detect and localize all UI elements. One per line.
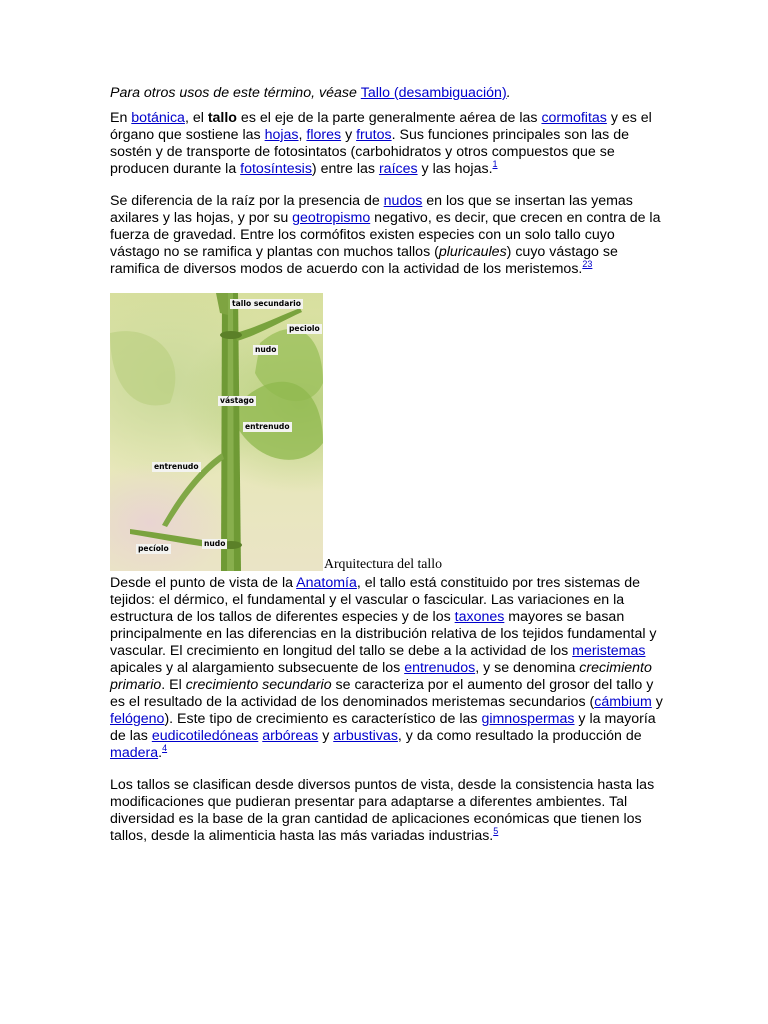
text: En — [110, 110, 132, 126]
term-tallo: tallo — [207, 110, 237, 126]
link-arboreas[interactable]: arbóreas — [262, 728, 319, 744]
text: y es el órgano que sostiene las — [110, 110, 652, 143]
label-entrenudo-left: entrenudo — [154, 462, 199, 471]
term-pluricaules: pluricaules — [438, 244, 507, 260]
text: mayores se basan principalmente en las diferencias en la distribución relativa de los tejidos fundamental y vascular. El crecimiento en longitud del tallo se debe a la actividad de los — [110, 609, 657, 659]
text: y — [651, 694, 663, 710]
link-fotosintesis[interactable]: fotosíntesis — [240, 161, 312, 177]
text: , el tallo está constituido por tres sistemas de tejidos: el dérmico, el fundamental y el vascular o fascicular. Las variaciones en la estructura de los tallos de diferentes especies y de los — [110, 575, 640, 625]
link-hojas[interactable]: hojas — [264, 127, 299, 143]
text: en los que se insertan las yemas axilares y las hojas, y por su — [110, 193, 633, 226]
link-eudicotiledoneas[interactable]: eudicotiledóneas — [151, 728, 259, 744]
link-arbustivas[interactable]: arbustivas — [333, 728, 398, 744]
link-flores[interactable]: flores — [306, 127, 342, 143]
text: Desde el punto de vista de la — [110, 575, 297, 591]
label-vastago: vástago — [220, 396, 255, 405]
text: , el — [184, 110, 208, 126]
stem-photo[interactable] — [110, 293, 323, 571]
text: negativo, es decir, que crecen en contra de la fuerza de gravedad. Entre los cormófitos existen especies con un solo tallo cuyo vástago no se ramifica y plantas con muchos tallos ( — [110, 210, 661, 260]
hatnote-text: Para otros usos de este término, véase — [110, 85, 361, 101]
stem-illustration — [110, 293, 323, 571]
figure-stem-architecture — [110, 293, 665, 571]
term-crecimiento-secundario: crecimiento secundario — [185, 677, 332, 693]
text: Los tallos se clasifican desde diversos puntos de vista, desde la consistencia hasta las modificaciones que pudieran presentar para adaptarse a diferentes ambientes. Tal diversidad es la base de la gran cantidad de aplicaciones económicas que tienen los tallos, desde la alimenticia hasta las más variadas industrias. — [110, 777, 655, 844]
link-madera[interactable]: madera — [110, 745, 159, 761]
link-geotropismo[interactable]: geotropismo — [292, 210, 371, 226]
label-tallo-secundario: tallo secundario — [232, 299, 301, 308]
term-crecimiento-primario: crecimiento primario — [110, 660, 652, 693]
text: y — [341, 127, 357, 143]
link-raices[interactable]: raíces — [378, 161, 418, 177]
text: y — [318, 728, 334, 744]
paragraph-clasificacion — [110, 777, 665, 845]
text: , — [298, 127, 307, 143]
reference-23[interactable]: 23 — [582, 259, 593, 269]
text: Se diferencia de la raíz por la presencia de — [110, 193, 384, 209]
paragraph-nudos — [110, 193, 665, 278]
link-taxones[interactable]: taxones — [454, 609, 505, 625]
hatnote-end: . — [506, 85, 511, 101]
link-cormofitas[interactable]: cormofitas — [541, 110, 607, 126]
link-botanica[interactable]: botánica — [131, 110, 185, 126]
text: . Sus funciones principales son las de sostén y de transporte de fotosintatos (carbohidratos y otros compuestos que se producen durante la — [110, 127, 629, 177]
text: y la mayoría de las — [110, 711, 656, 744]
label-peciolo-bottom: pecíolo — [138, 544, 169, 553]
text: es el eje de la parte generalmente aérea de las — [236, 110, 542, 126]
label-peciolo: peciolo — [289, 324, 320, 333]
label-nudo-top: nudo — [255, 345, 277, 354]
paragraph-anatomia — [110, 575, 665, 762]
text: ) entre las — [311, 161, 379, 177]
link-entrenudos[interactable]: entrenudos — [404, 660, 476, 676]
text: y las hojas. — [417, 161, 493, 177]
label-nudo-bottom: nudo — [204, 539, 226, 548]
link-meristemas[interactable]: meristemas — [572, 643, 646, 659]
link-felogeno[interactable]: felógeno — [110, 711, 165, 727]
link-cambium[interactable]: cámbium — [594, 694, 652, 710]
text: , y da como resultado la producción de — [397, 728, 642, 744]
link-anatomia[interactable]: Anatomía — [296, 575, 357, 591]
text: apicales y al alargamiento subsecuente de los — [110, 660, 405, 676]
text: se caracteriza por el aumento del grosor del tallo y es el resultado de la actividad de los denominados meristemas secundarios ( — [110, 677, 654, 710]
text: , y se denomina — [475, 660, 580, 676]
text: . El — [161, 677, 186, 693]
reference-4[interactable]: 4 — [162, 743, 168, 753]
paragraph-intro — [110, 110, 665, 178]
text: . — [158, 745, 163, 761]
link-tallo-desambiguacion[interactable]: Tallo (desambiguación) — [360, 85, 507, 101]
text: ) cuyo vástago se ramifica de diversos modos de acuerdo con la actividad de los meristemos. — [110, 244, 618, 277]
label-entrenudo-right: entrenudo — [245, 422, 290, 431]
hatnote — [110, 85, 665, 102]
article-content — [110, 85, 665, 860]
link-gimnospermas[interactable]: gimnospermas — [481, 711, 575, 727]
link-frutos[interactable]: frutos — [356, 127, 392, 143]
reference-1[interactable]: 1 — [492, 159, 498, 169]
figure-caption: Arquitectura del tallo — [324, 556, 442, 571]
text: ). Este tipo de crecimiento es característico de las — [164, 711, 482, 727]
reference-5[interactable]: 5 — [493, 826, 499, 836]
link-nudos[interactable]: nudos — [383, 193, 423, 209]
